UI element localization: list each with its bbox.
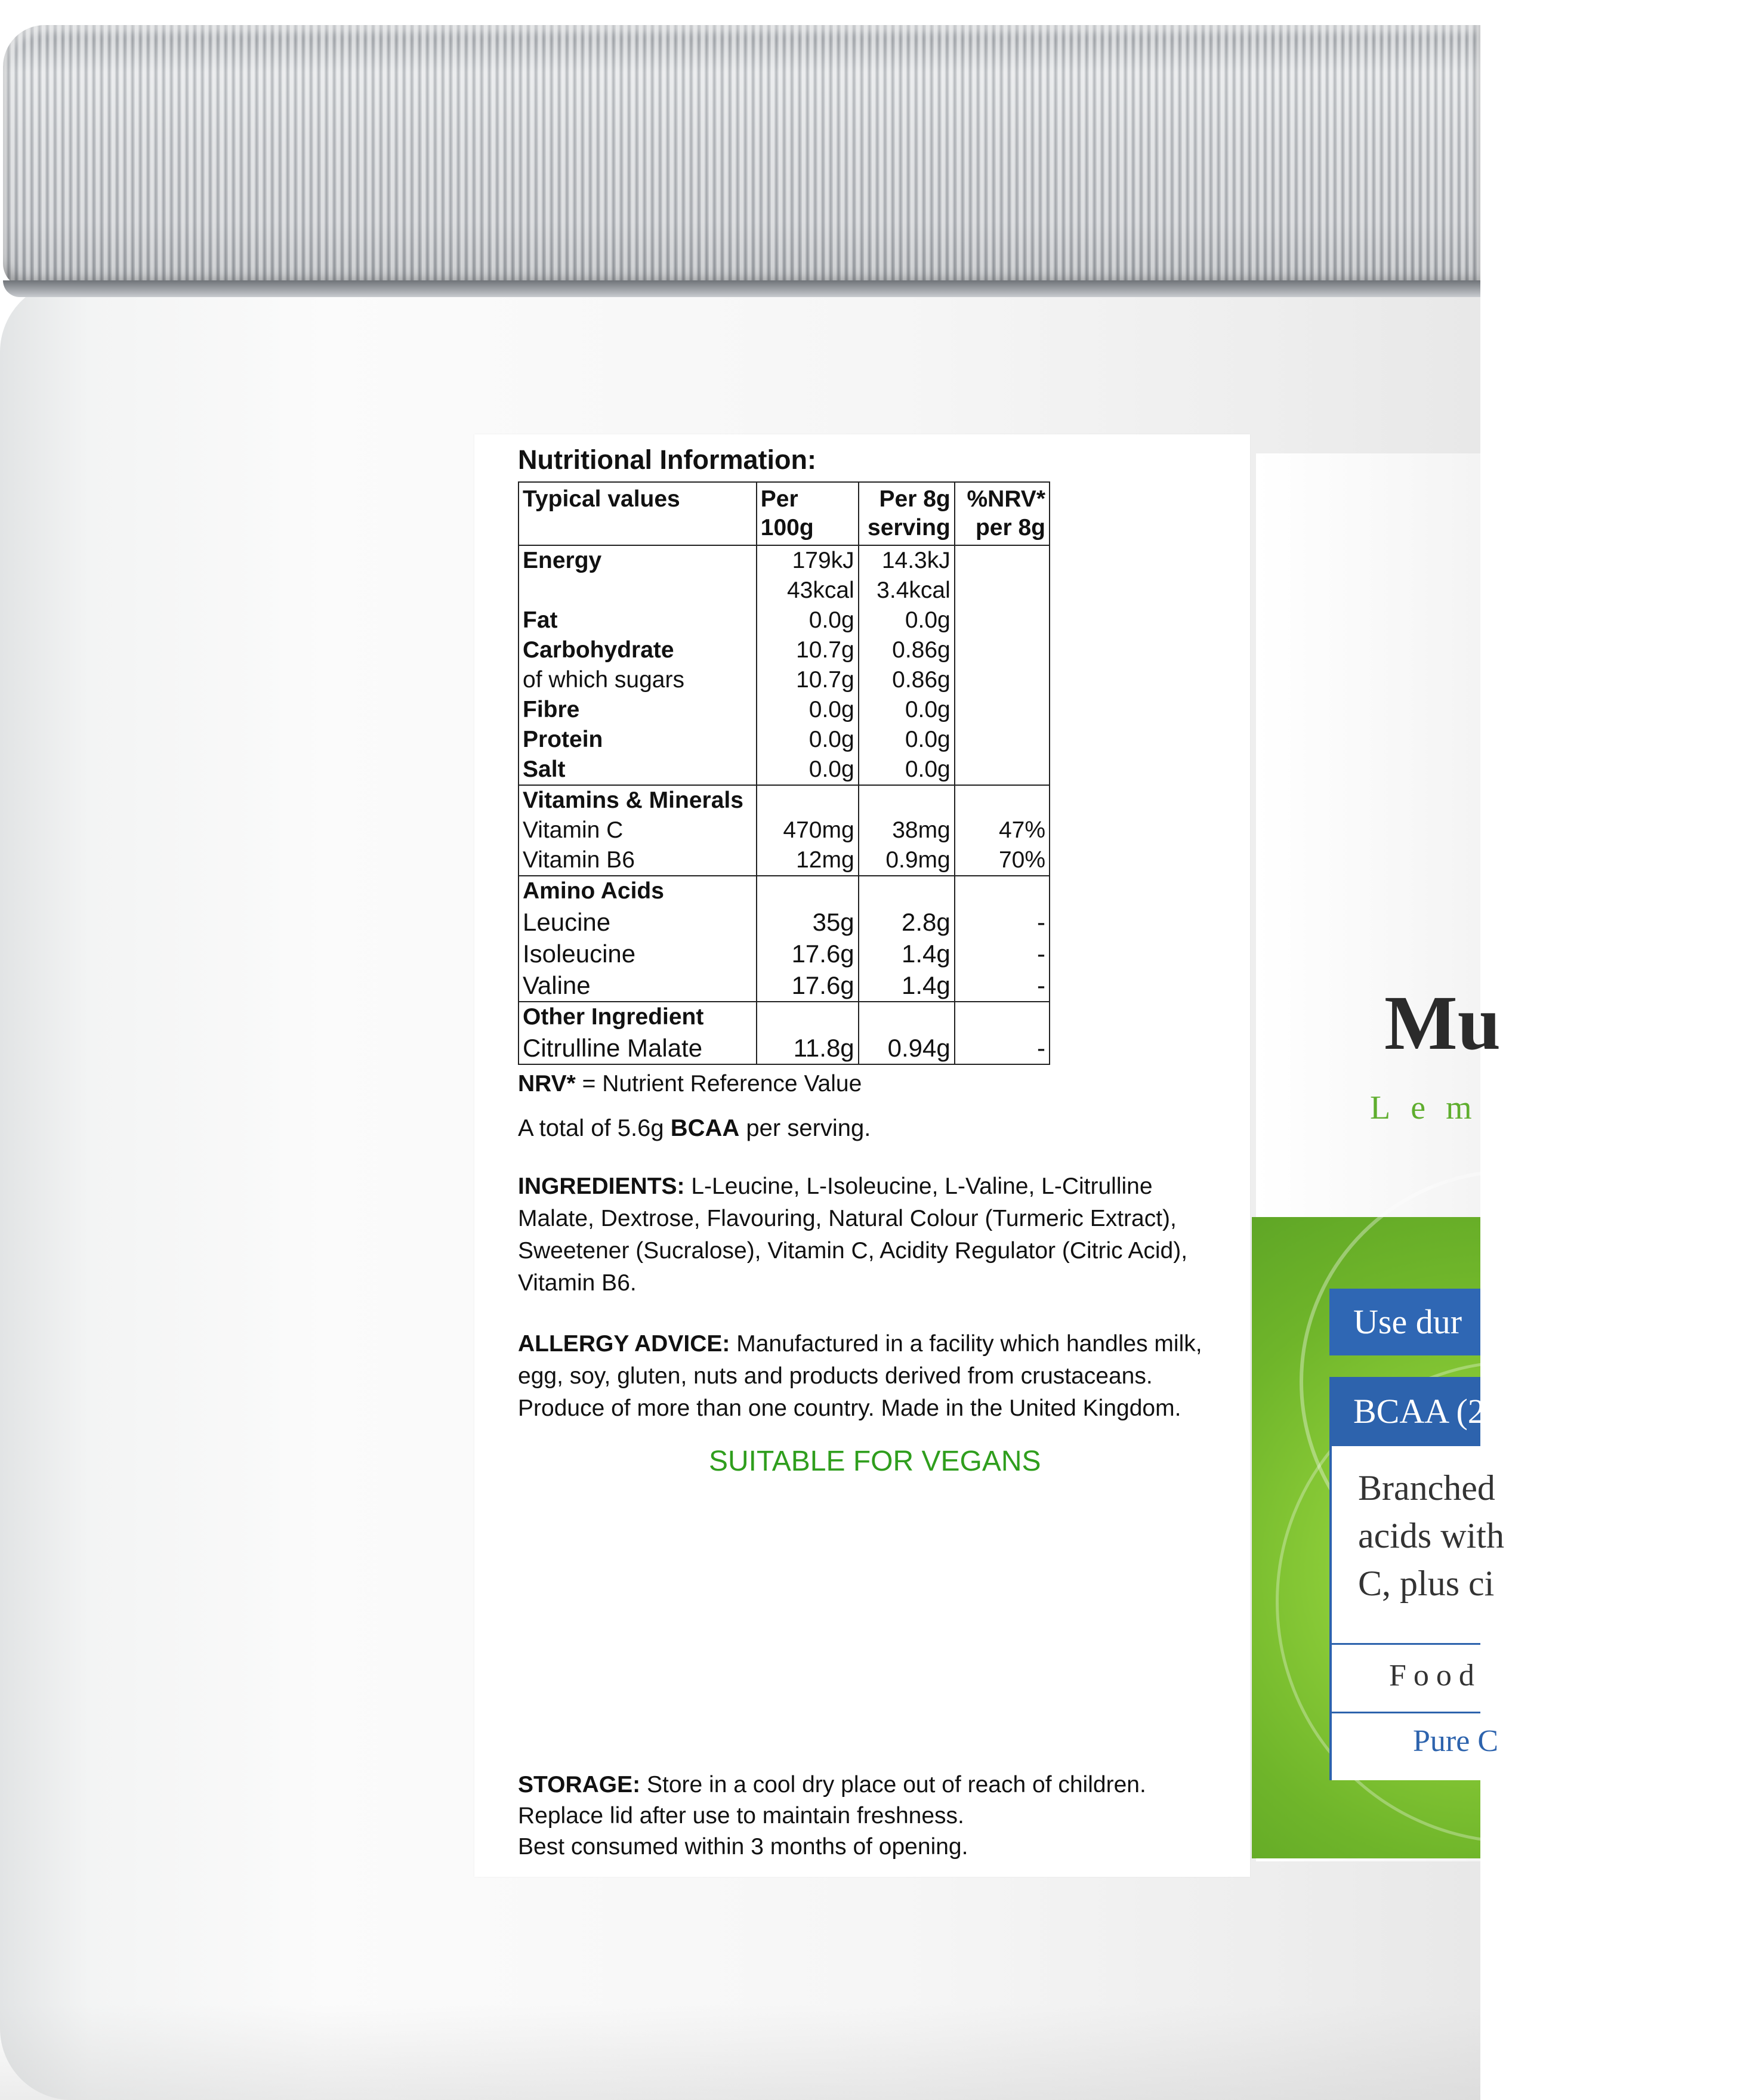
jar-bottom-shade — [0, 2005, 1480, 2100]
vegan-badge: SUITABLE FOR VEGANS — [709, 1446, 1041, 1477]
value-cell: 0.86g — [892, 667, 951, 693]
basic-nrv — [955, 545, 1050, 785]
value-cell: 0.9mg — [885, 847, 951, 873]
value-cell: 0.0g — [808, 697, 854, 722]
bcaa-bold: BCAA — [670, 1115, 740, 1141]
spacer — [761, 1002, 854, 1032]
other-nrv — [955, 1002, 1050, 1064]
amino-per-100g — [757, 876, 859, 1002]
nutrition-title: Nutritional Information: — [518, 444, 816, 475]
spacer — [959, 876, 1045, 906]
usage-banner: Use dur — [1329, 1289, 1480, 1355]
label-salt: Salt — [523, 756, 566, 782]
value-cell: 70% — [998, 847, 1045, 873]
value-cell: 0.86g — [892, 637, 951, 663]
jar-lid-rim — [3, 280, 1480, 297]
spacer — [959, 786, 1045, 816]
bcaa-post: per serving. — [739, 1115, 871, 1141]
product-title: Mu — [1384, 980, 1501, 1066]
basic-per-100g — [757, 545, 859, 785]
header-per-8g-line1: Per 8g — [879, 486, 951, 512]
storage-line1 — [518, 1769, 1210, 1801]
storage-line3: Best consumed within 3 months of opening. — [518, 1834, 968, 1860]
bcaa-ratio-banner: BCAA (2: — [1329, 1377, 1480, 1446]
divider — [1332, 1712, 1480, 1713]
storage-info — [518, 1769, 1210, 1863]
vitamins-heading: Vitamins & Minerals — [523, 788, 743, 813]
value-cell: 1.4g — [902, 940, 951, 968]
value-cell: 0.94g — [887, 1034, 951, 1062]
value-cell: 14.3kJ — [881, 548, 951, 573]
label-vitamin-c: Vitamin C — [523, 817, 624, 843]
label-isoleucine: Isoleucine — [523, 940, 636, 968]
value-cell: 0.0g — [808, 727, 854, 752]
nutrition-panel — [518, 444, 1210, 1478]
value-cell: 1.4g — [902, 971, 951, 999]
value-cell: 0.0g — [808, 756, 854, 782]
label-vitamin-b6: Vitamin B6 — [523, 847, 635, 873]
amino-labels — [519, 876, 757, 1002]
vitamin-per-8g — [859, 785, 955, 876]
spacer — [863, 1002, 951, 1032]
amino-nrv — [955, 876, 1050, 1002]
value-cell: 470mg — [783, 817, 854, 843]
nrv-text: = Nutrient Reference Value — [575, 1071, 862, 1097]
header-per-8g-line2: serving — [868, 515, 951, 541]
vitamin-per-100g — [757, 785, 859, 876]
other-per-8g — [859, 1002, 955, 1064]
desc-line: C, plus ci — [1358, 1564, 1495, 1603]
spacer — [761, 876, 854, 906]
food-supplement-text: Food — [1389, 1659, 1482, 1693]
storage-line2: Replace lid after use to maintain freshness. — [518, 1803, 964, 1829]
value-cell: 11.8g — [793, 1034, 854, 1062]
divider — [1332, 1643, 1480, 1645]
label-fat: Fat — [523, 607, 558, 633]
vitamin-nrv — [955, 785, 1050, 876]
value-cell: 0.0g — [905, 607, 951, 633]
spacer — [863, 786, 951, 816]
label-protein: Protein — [523, 727, 603, 752]
ingredients-text — [518, 1171, 1210, 1299]
nrv-note — [518, 1071, 1210, 1097]
basic-per-8g — [859, 545, 955, 785]
header-nrv — [955, 482, 1050, 545]
value-cell: 0.0g — [905, 756, 951, 782]
table-header-row — [519, 482, 1050, 545]
vitamin-labels — [519, 785, 757, 876]
label-energy-kcal — [523, 576, 752, 606]
front-description — [1358, 1464, 1504, 1607]
allergy-text: Manufactured in a facility which handles milk, egg, soy, gluten, nuts and products derived from crustaceans. Produce of more than one country. Made in the United Kingdom. — [518, 1331, 1202, 1421]
nrv-key: NRV* — [518, 1071, 576, 1097]
amino-heading: Amino Acids — [523, 878, 664, 904]
front-description-box — [1329, 1446, 1504, 1780]
value-cell: 2.8g — [902, 908, 951, 936]
ingredients-label: INGREDIENTS: — [518, 1173, 685, 1199]
pure-text: Pure C — [1413, 1724, 1498, 1758]
value-cell: - — [1037, 971, 1045, 999]
nutrition-table — [518, 481, 1050, 1065]
value-cell: 10.7g — [796, 637, 854, 663]
amino-per-8g — [859, 876, 955, 1002]
spacer — [959, 1002, 1045, 1032]
basic-labels — [519, 545, 757, 785]
value-cell: 17.6g — [791, 971, 854, 999]
value-cell: 35g — [812, 908, 854, 936]
header-nrv-line1: %NRV* — [967, 486, 1045, 512]
value-cell: 43kcal — [786, 578, 854, 603]
label-leucine: Leucine — [523, 908, 611, 936]
desc-line: acids with — [1358, 1516, 1504, 1555]
label-carbohydrate: Carbohydrate — [523, 637, 674, 663]
value-cell: - — [1037, 1034, 1045, 1062]
header-typical-values: Typical values — [519, 482, 757, 545]
value-cell: 38mg — [892, 817, 951, 843]
storage-label: STORAGE: — [518, 1772, 641, 1798]
storage-text1: Store in a cool dry place out of reach of children. — [640, 1772, 1146, 1798]
jar-lid — [3, 25, 1480, 288]
value-cell: 3.4kcal — [877, 578, 951, 603]
table-row-vitamins — [519, 785, 1050, 876]
value-cell: 10.7g — [796, 667, 854, 693]
value-cell: 0.0g — [905, 727, 951, 752]
bcaa-pre: A total of 5.6g — [518, 1115, 671, 1141]
table-row-amino — [519, 876, 1050, 1002]
other-labels — [519, 1002, 757, 1064]
label-citrulline-malate: Citrulline Malate — [523, 1034, 703, 1062]
table-row-basic — [519, 545, 1050, 785]
value-cell: - — [1037, 940, 1045, 968]
allergy-advice — [518, 1328, 1210, 1425]
spacer — [761, 786, 854, 816]
other-heading: Other Ingredient — [523, 1004, 704, 1030]
value-cell: 17.6g — [791, 940, 854, 968]
label-sugars: of which sugars — [523, 667, 684, 693]
bcaa-note — [518, 1115, 1210, 1142]
desc-line: Branched — [1358, 1468, 1495, 1508]
label-valine: Valine — [523, 971, 591, 999]
value-cell: 179kJ — [792, 548, 854, 573]
header-nrv-line2: per 8g — [975, 515, 1045, 541]
value-cell: 47% — [998, 817, 1045, 843]
ingredients-list: L-Leucine, L-Isoleucine, L-Valine, L-Citrulline Malate, Dextrose, Flavouring, Natural Colour (Turmeric Extract), Sweetener (Sucralose), Vitamin C, Acidity Regulator (Citric Acid), Vitamin B6. — [518, 1173, 1188, 1296]
table-row-other — [519, 1002, 1050, 1064]
value-cell: 0.0g — [808, 607, 854, 633]
header-per-8g — [859, 482, 955, 545]
value-cell: 0.0g — [905, 697, 951, 722]
value-cell: - — [1037, 908, 1045, 936]
label-energy: Energy — [523, 548, 602, 573]
value-cell: 12mg — [796, 847, 854, 873]
other-per-100g — [757, 1002, 859, 1064]
allergy-label: ALLERGY ADVICE: — [518, 1331, 730, 1357]
label-fibre: Fibre — [523, 697, 580, 722]
spacer — [863, 876, 951, 906]
product-flavour: Lem — [1370, 1089, 1492, 1126]
header-per-100g: Per 100g — [757, 482, 859, 545]
